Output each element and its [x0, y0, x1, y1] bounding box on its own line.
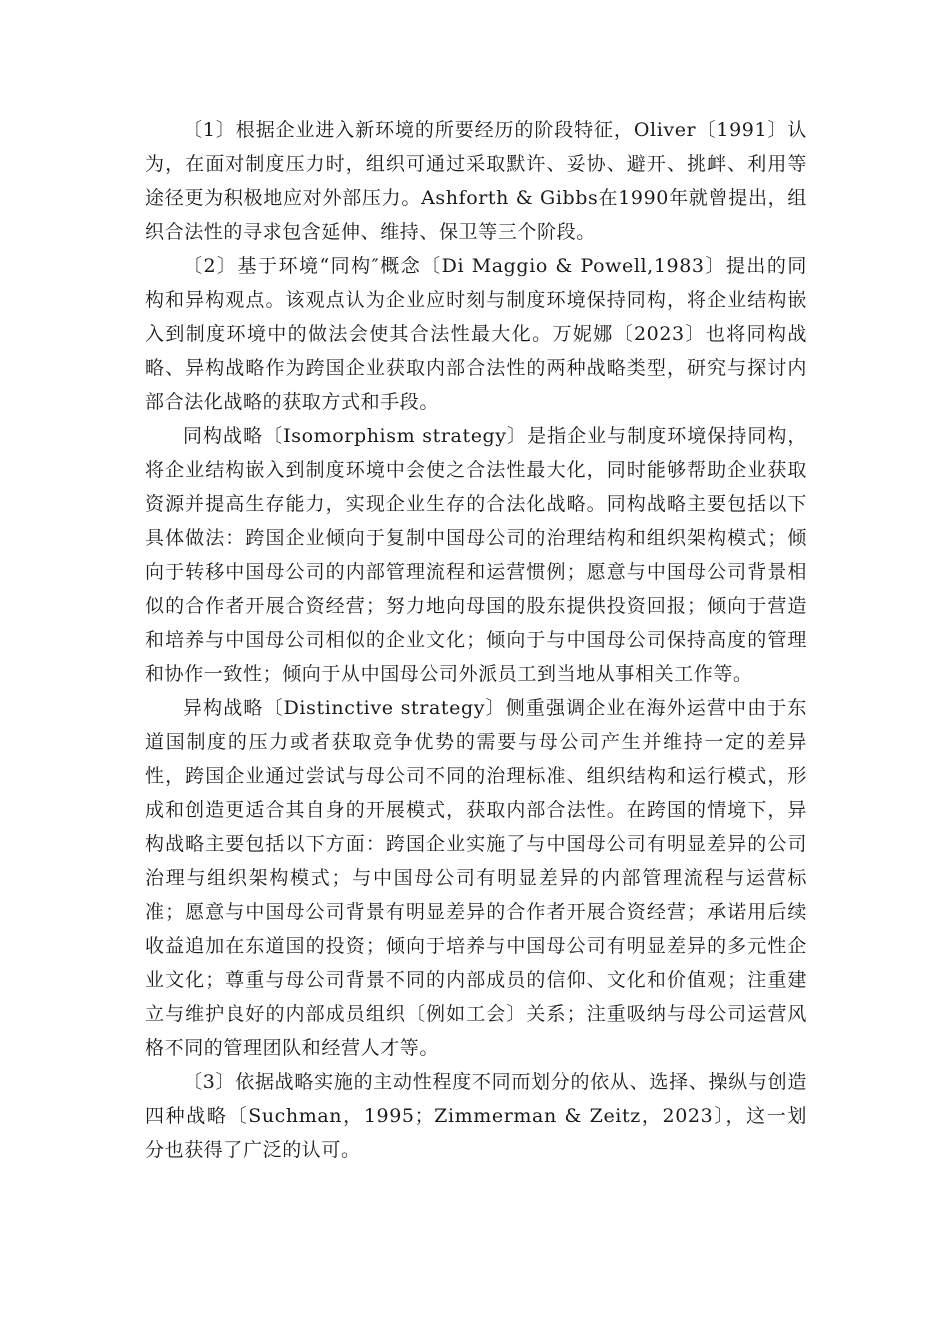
paragraph-1: 〔1〕根据企业进入新环境的所要经历的阶段特征，Oliver〔1991〕认为，在面对制度压力时，组织可通过采取默许、妥协、避开、挑衅、利用等途径更为积极地应对外部压力。Ashforth & Gibbs在1990年就曾提出，组织合法性的寻求包含延伸、维持、保卫等三个阶段。 [145, 119, 807, 243]
document-body [145, 113, 807, 1167]
paragraph-2: 〔2〕基于环境“同构″概念〔Di Maggio & Powell,1983〕提出的同构和异构观点。该观点认为企业应时刻与制度环境保持同构，将企业结构嵌入到制度环境中的做法会使其合法性最大化。万妮娜〔2023〕也将同构战略、异构战略作为跨国企业获取内部合法性的两种战略类型，研究与探讨内部合法化战略的获取方式和手段。 [145, 255, 807, 413]
paragraph-3: 同构战略〔Isomorphism strategy〕是指企业与制度环境保持同构，将企业结构嵌入到制度环境中会使之合法性最大化，同时能够帮助企业获取资源并提高生存能力，实现企业生存的合法化战略。同构战略主要包括以下具体做法：跨国企业倾向于复制中国母公司的治理结构和组织架构模式；倾向于转移中国母公司的内部管理流程和运营惯例；愿意与中国母公司背景相似的合作者开展合资经营；努力地向母国的股东提供投资回报；倾向于营造和培养与中国母公司相似的企业文化；倾向于与中国母公司保持高度的管理和协作一致性；倾向于从中国母公司外派员工到当地从事相关工作等。 [145, 425, 807, 685]
paragraph-4: 异构战略〔Distinctive strategy〕侧重强调企业在海外运营中由于东道国制度的压力或者获取竞争优势的需要与母公司产生并维持一定的差异性，跨国企业通过尝试与母公司不同的治理标准、组织结构和运行模式，形成和创造更适合其自身的开展模式，获取内部合法性。在跨国的情境下，异构战略主要包括以下方面：跨国企业实施了与中国母公司有明显差异的公司治理与组织架构模式；与中国母公司有明显差异的内部管理流程与运营标准；愿意与中国母公司背景有明显差异的合作者开展合资经营；承诺用后续收益追加在东道国的投资；倾向于培养与中国母公司有明显差异的多元性企业文化；尊重与母公司背景不同的内部成员的信仰、文化和价值观；注重建立与维护良好的内部成员组织〔例如工会〕关系；注重吸纳与母公司运营风格不同的管理团队和经营人才等。 [145, 697, 807, 1059]
paragraph-5: 〔3〕依据战略实施的主动性程度不同而划分的依从、选择、操纵与创造四种战略〔Suchman，1995；Zimmerman & Zeitz，2023〕，这一划分也获得了广泛的认可。 [145, 1071, 807, 1161]
